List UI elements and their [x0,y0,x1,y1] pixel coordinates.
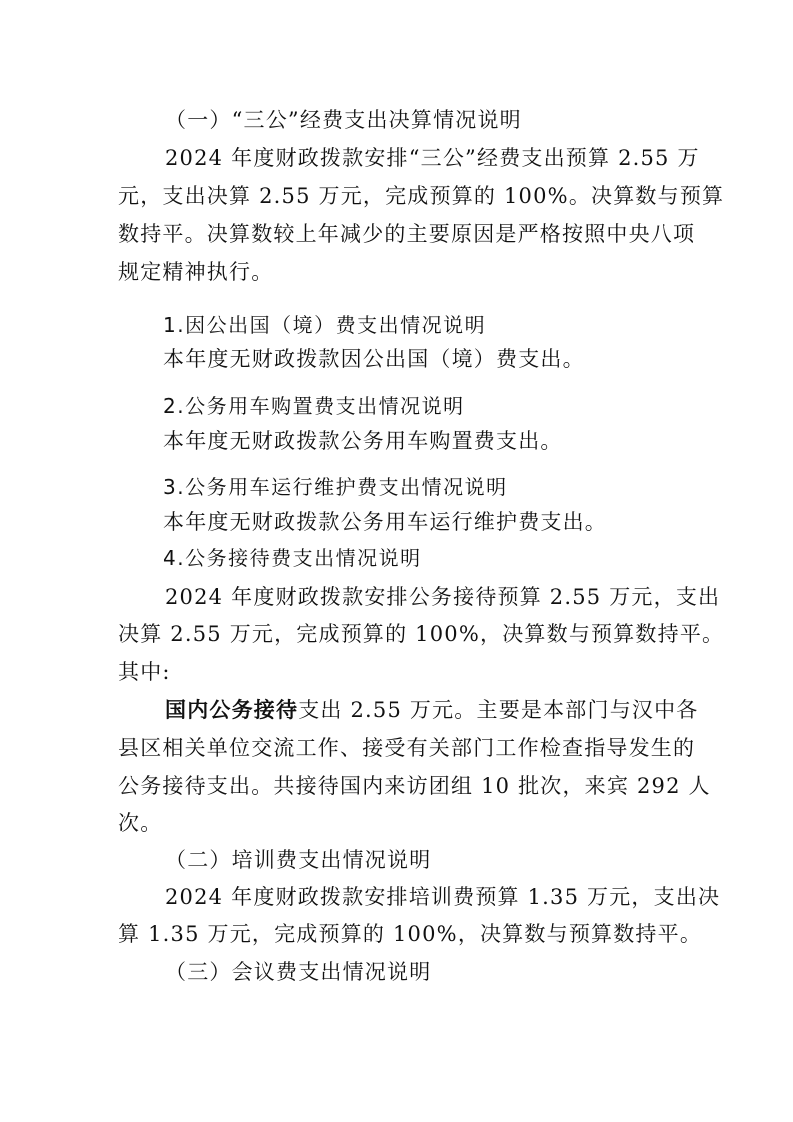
item-title-reception: 4.公务接待费支出情况说明 [163,546,422,570]
paragraph-line: 规定精神执行。 [118,260,274,284]
paragraph-line: 公务接待支出。共接待国内来访团组 10 批次，来宾 292 人 [118,774,711,798]
paragraph-line: 2024 年度财政拨款安排公务接待预算 2.55 万元，支出 [165,585,721,609]
item-title-overseas-travel: 1.因公出国（境）费支出情况说明 [163,313,487,337]
paragraph-line: 2024 年度财政拨款安排“三公”经费支出预算 2.55 万 [165,146,700,170]
paragraph-line: 数持平。决算数较上年减少的主要原因是严格按照中央八项 [118,222,696,246]
paragraph-line: 决算 2.55 万元，完成预算的 100%，决算数与预算数持平。 [118,622,725,646]
section-heading-training: （二）培训费支出情况说明 [165,848,432,872]
section-heading-three-public-expenses: （一）“三公”经费支出决算情况说明 [165,108,522,132]
domestic-reception-label: 国内公务接待 [165,698,299,722]
item-text-vehicle-maintenance: 本年度无财政拨款公务用车运行维护费支出。 [163,510,607,534]
domestic-reception-line [165,695,699,725]
item-title-vehicle-maintenance: 3.公务用车运行维护费支出情况说明 [163,475,508,499]
domestic-reception-text: 支出 2.55 万元。主要是本部门与汉中各 [298,698,699,722]
item-text-overseas-travel: 本年度无财政拨款因公出国（境）费支出。 [163,347,585,371]
paragraph-line: 次。 [118,811,163,835]
paragraph-line: 其中: [118,660,171,684]
item-title-vehicle-purchase: 2.公务用车购置费支出情况说明 [163,394,465,418]
section-heading-meetings: （三）会议费支出情况说明 [165,960,432,984]
paragraph-line: 2024 年度财政拨款安排培训费预算 1.35 万元，支出决 [165,885,721,909]
paragraph-line: 算 1.35 万元，完成预算的 100%，决算数与预算数持平。 [118,922,703,946]
paragraph-line: 县区相关单位交流工作、接受有关部门工作检查指导发生的 [118,736,696,760]
item-text-vehicle-purchase: 本年度无财政拨款公务用车购置费支出。 [163,429,563,453]
paragraph-line: 元，支出决算 2.55 万元，完成预算的 100%。决算数与预算 [118,184,725,208]
